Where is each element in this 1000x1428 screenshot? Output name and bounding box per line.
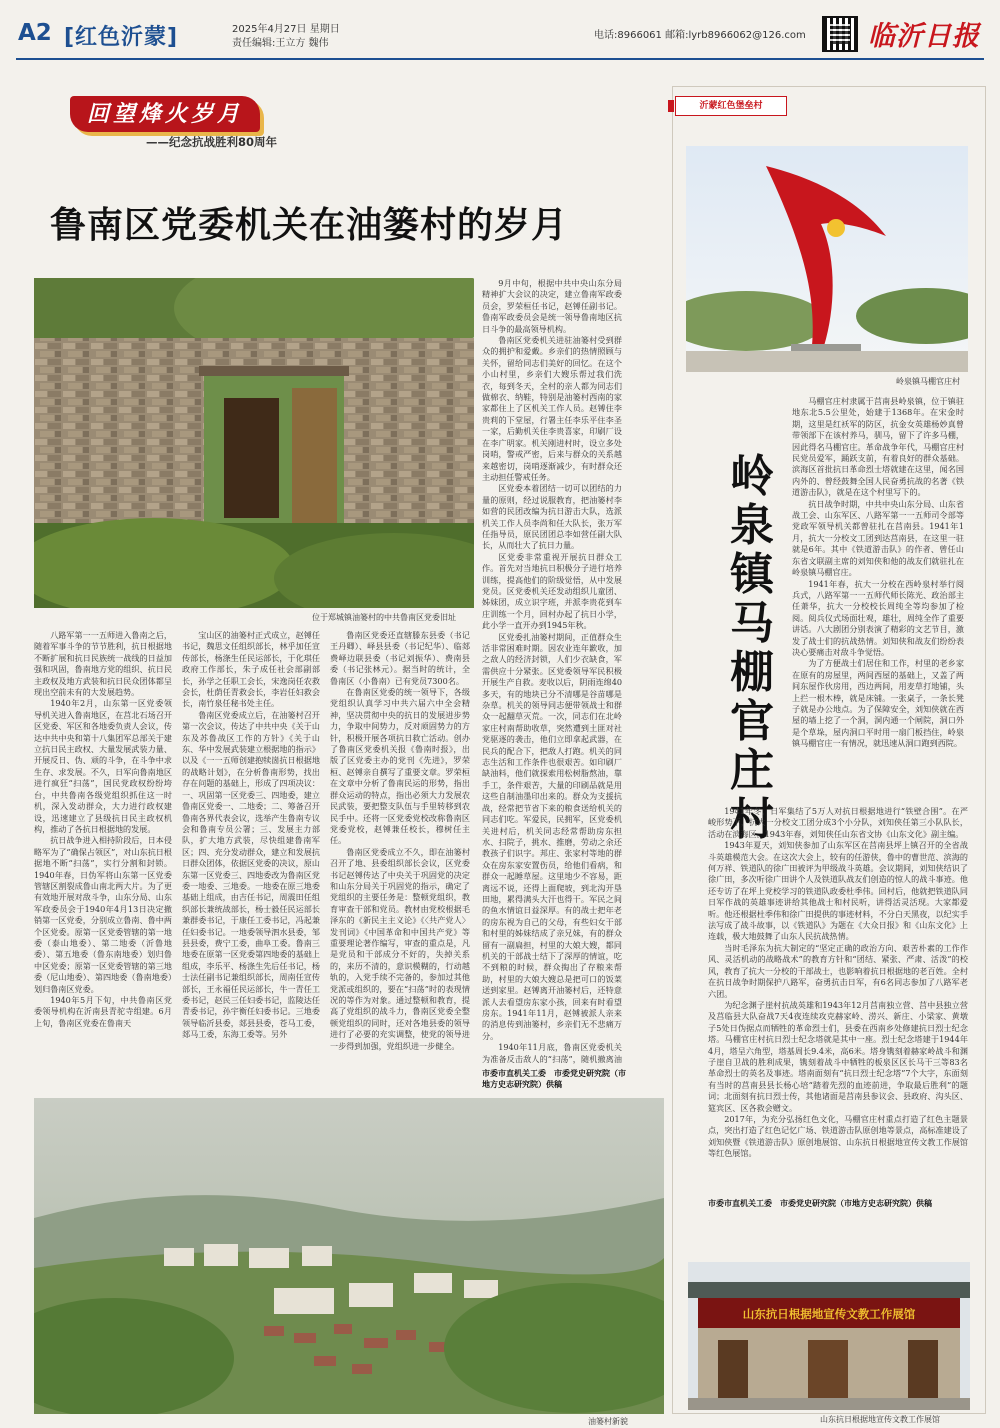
qr-code-icon bbox=[822, 16, 858, 52]
old-site-image bbox=[34, 278, 474, 608]
paragraph: 1940年5月下旬，中共鲁南区党委领导机构在沂南县青驼寺组建。6月上旬，鲁南区党委在鲁南天 bbox=[34, 995, 172, 1028]
sidebar-column-top bbox=[792, 396, 964, 804]
village-image bbox=[34, 1098, 664, 1414]
article-column-2 bbox=[182, 630, 320, 1084]
paragraph: 9月中旬，根据中共中央山东分局精神扩大会议的决定，建立鲁南军政委员会，罗荣桓任书记，赵镈任副书记。鲁南军政委员会是统一领导鲁南地区抗日斗争的最高领导机构。 bbox=[482, 278, 622, 334]
article-photo-village bbox=[34, 1098, 664, 1414]
sidebar-photo-exhibition bbox=[688, 1262, 970, 1410]
monument-image bbox=[686, 146, 968, 372]
paragraph: 抗日战争时期，中共中央山东分局、山东省战工会、山东军区、八路军第一一五师司令部等党政军领导机关都曾驻扎在莒南县。1941年1月，抗大一分校文工团到达莒南县，在这里一驻就是6年。其中《铁道游击队》的作者、曾任山东省文联副主席的刘知侠和他的战友们就驻扎在岭泉镇马棚官庄。 bbox=[792, 498, 964, 578]
paragraph: 2017年，为充分弘扬红色文化，马棚官庄村重点打造了红色主题景点，突出打造了红色记忆广场、铁道游击队原创地等景点，高标准建设了刘知侠暨《铁道游击队》原创地展馆、山东抗日根据地宣传文教工作展馆等红色展馆。 bbox=[708, 1113, 968, 1159]
sidebar-photo2-caption: 山东抗日根据地宣传文教工作展馆 bbox=[820, 1415, 940, 1424]
article-credit: 市委市直机关工委 市委党史研究院（市地方史志研究院）供稿 bbox=[482, 1069, 626, 1089]
photo1-caption: 位于郑城镇油篓村的中共鲁南区党委旧址 bbox=[312, 613, 456, 622]
paragraph: 鲁南区党委机关进驻油篓村受到群众的拥护和爱戴。乡亲们的热情照顾与关怀，留给同志们美好的回忆。在这个小山村里，乡亲们大嫂乐帮过我们洗衣，每到冬天，全村的亲人都为同志们做棉衣、纳鞋，特别是油篓村西南的家家都住上了区机关工作人员。赵镈住李贵莉的下堂屋，行署主任李乐平住李圣一家，后勤机关住李贵喜家，印刷厂设在李广明家。机关刚进村时，设立多处岗哨，警戒严密，后来与群众的关系越来越密切，岗哨逐渐减少，有时群众还主动担任警戒任务。 bbox=[482, 335, 622, 482]
section-name: [红色沂蒙] bbox=[64, 25, 179, 50]
article-column-4 bbox=[482, 278, 622, 1064]
paragraph: 为纪念渊子崖村抗战英雄和1943年12月莒南独立营、莒中县独立营及莒临县大队奋战7天4夜连续攻克赫家岭、涝兴、新庄、小梁家、黄墩子5处日伪据点而牺牲的革命烈士们，县委在西南乡处修建抗日烈士纪念塔。马棚官庄村抗日烈士纪念塔就是其中一座。烈士纪念塔建于1944年4月，塔呈六角型，塔基周长9.4米，高6米。塔身镌刻着赫家岭战斗和渊子崖自卫战的胜利成果，镌刻着战斗中牺牲的板泉区区长马干三等83名革命烈士的英名及事迹。塔南面刻有“抗日烈士纪念塔”7个大字，东面刻有当时的莒南县县长杨心培“踏着先烈的血迹前进，争取最后胜利”的题词；北面刻有抗日烈士传，其他诸面是莒南县参议会、县政府、沟头区、筵宾区、区各救会赠文。 bbox=[708, 999, 968, 1113]
masthead-logo: 临沂日报 bbox=[868, 21, 980, 52]
issue-date: 2025年4月27日 星期日 bbox=[232, 24, 340, 35]
article-photo-old-site bbox=[34, 278, 474, 608]
exhibition-hall-image bbox=[688, 1262, 970, 1410]
sidebar-photo1-caption: 岭泉镇马棚官庄村 bbox=[896, 377, 960, 386]
paragraph: 1940年11月底，鲁南区党委机关为准备反击敌人的“扫荡”，随机撤离油 bbox=[482, 1042, 622, 1064]
paragraph: 区党委扎油篓村期间，正值群众生活非常困难时期。因农业连年歉收，加之敌人的经济封锁，人们少衣缺食，军需供应十分紧张。区党委领导军民积极开展生产自救。麦收以后，阴雨连绵40多天，有的地块已分不清哪是谷苗哪是杂草。机关的领导同志便带领战士和群众一起翻草灭荒。一次，同志们在北岭家庄村南帮助收草，突然遭到土匪对社党驱逐的袭击，他们立即拿起武器，在民兵的配合下，把敌人打跑。机关的同志生活和工作条件也很艰苦。如印刷厂缺油料，他们就探索用松树脂熬油，靠手工，条件艰苦，大量的印刷品就是用这些自制油墨印出来的。群众为支援抗战，经常把节省下来的粮食送给机关的同志们吃。军爱民，民拥军，区党委机关进村后，机关同志经常帮助房东担水、扫院子，挑水、推磨，劳动之余还教孩子们识字。邦庄、张家村等地的群众在房东家安置伤员，给他们看病，和群众一起睡草屋。这里地少不容易，距离远不说，还得上面爬坡，到北沟开垦田地，累得满头大汗也得干。军民之间的鱼水情谊日益深厚。有的战士把年老的房东视为自己的父母，有些妇女干部和村里的姊妹结成了亲兄妹，有的群众留有一副扁担，村里的大娘大嫂，都同机关的干部战士结下了深厚的情谊，吃不到粮的时候，群众掏出了存粮来帮助，村里的大娘大嫂总是把可口的饭菜送到家里。赵镈离开油篓村后，还特意派人去看望房东家小孩，回来有时看望房东。1941年11月，赵镈被派人亲来的消息传到油篓村，乡亲们无不悲痛万分。 bbox=[482, 631, 622, 1041]
paragraph: 1941年春，抗大一分校在西岭泉村举行阅兵式，八路军第一一五师代师长陈光、政治部主任萧华，抗大一分校校长周纯全等均参加了检阅。阅兵仪式场面壮观，雄壮，周纯全作了重要讲话。八大剧团分别表演了精彩的文艺节目，激发了战士们的抗战热情。刘知侠和战友们纷纷表决心要痛击对敌斗争觉悟。 bbox=[792, 578, 964, 657]
sidebar-title-text: 岭泉镇马棚官庄村 bbox=[730, 451, 774, 845]
paragraph: 马棚官庄村隶属于莒南县岭泉镇，位于镇驻地东北5.5公里处，始建于1368年。在宋金时期，这里是红袄军的防区，抗金女英雄杨妙真曾带领部下在该村养马，驯马，留下了许多马棚，因此得名马棚官庄。革命战争年代，马棚官庄村民党员爱军，踊跃支前，有着良好的群众基础。滨海区首批抗日革命烈士塔就建在这里，闻名国内外的、曾经鼓舞全国人民奋勇抗战的名著《铁道游击队》，就是在这个村里写下的。 bbox=[792, 396, 964, 498]
commemoration-banner bbox=[50, 86, 290, 156]
paragraph: 当时毛泽东为抗大制定的“坚定正确的政治方向、艰苦朴素的工作作风、灵活机动的战略战术”的教育方针和“团结、紧张、严肃、活泼”的校风，教育了抗大一分校的干部战士，也影响着抗日根据地的老百姓。全村在抗日战争时期保护八路军，奋勇抗击日军，有6名同志参加了八路军老六团。 bbox=[708, 942, 968, 999]
sidebar-photo-monument bbox=[686, 146, 968, 372]
exhibition-sign: 山东抗日根据地宣传文教工作展馆 bbox=[742, 1307, 916, 1321]
paragraph: 鲁南区党委成立后，在油篓村召开第一次会议，传达了中共中央《关于山东及苏鲁战区工作的方针》《关于山东、华中发展武装建立根据地的指示》以及《一一五师创建抱犊崮抗日根据地的战略计划》，在分析鲁南形势，找出存在问题的基础上，形成了四项决议：一、巩固第一区党委三、四地委，建立鲁南区党委一、二地委；二、筹备召开鲁南各界代表会议，选举产生鲁南专议会和鲁南专员公署；三、发展主力部队，扩大地方武装，尽快组建鲁南军区；四、充分发动群众，建立和发展抗日群众团体，依据区党委的决议，原山东第一区党委三、四地委改为鲁南区党委一地委、三地委。一地委在原三地委基础上组成，由吉任书记，周震田任组织部长兼统战部长，杨士毅任民运部长兼群委书记，于康任工委书记，冯起兼任妇委书记。一地委领导泗水县委，邹县县委，费宁工委，曲阜工委。鲁南三地委在原第一区党委第四地委的基础上组成，李乐平、杨涤生先后任书记，杨士法任副书记兼组织部长，周南任宣传部长，王永福任民运部长，牛一青任工委书记，赵民三任妇委书记，监陵达任青委书记，孙宇衡任妇委书记。三地委领导临沂县委，郯县县委，苍马工委，郯马工委，东海工委等。另外 bbox=[182, 709, 320, 1040]
paragraph: 1943年夏天，刘知侠参加了山东军区在莒南县坪上镇召开的全省战斗英雄模范大会。在这次大会上，较有的任游侠，鲁中的曹世范、滨海的何万祥、铁道队的徐广田被评为甲级战斗英雄。会议期间，刘知侠结识了徐广田，多次听徐广田讲个人及铁道队战友们创造的惊人的战斗事迹。他还专访了在坪上党校学习的铁道队政委杜季伟。回村后，他就把铁道队同日军作战的英雄事迹讲给其他战士和村民听，讲得活灵活现。大家都爱听。他还根据杜季伟和徐广田提供的事迹材料，不分白天黑夜，以纪实手法写成了战斗故事，以《铁道队》为题在《大众日报》和《山东文化》上连载，极大地鼓舞了山东人民抗战热情。 bbox=[708, 840, 968, 942]
paragraph: 1941年冬，日军集结了5万人对抗日根据地进行“铁壁合围”。在严峻形势下，抗大一分校文工团分成3个小分队，刘知侠任第三小队队长，活动在滨海区。1943年春，刘知侠任山东省文协《山东文化》副主编。 bbox=[708, 806, 968, 839]
editors: 责任编辑:王立方 魏伟 bbox=[232, 38, 329, 49]
article-column-1 bbox=[34, 630, 172, 1084]
paragraph: 宝山区的油篓村正式成立，赵镈任书记，魏思文任组织部长，林乎加任宣传部长，杨涤生任民运部长，于化琪任政府工作部长，朱子成任社会部副部长，孙学之任职工会长，宋逸岗任农救会长，杜荫任青救会长，李岩任妇救会长，南竹泉任秘书处主任。 bbox=[182, 630, 320, 709]
article-headline: 鲁南区党委机关在油篓村的岁月 bbox=[50, 205, 569, 246]
paragraph: 八路军第一一五师进入鲁南之后，随着军事斗争的节节胜利，抗日根据地不断扩展和抗日民族统一战线的日益加强和巩固，鲁南地方党的组织、抗日民主政权及地方武装和抗日民众团体都呈现出空前未有的大发展趋势。 bbox=[34, 630, 172, 698]
sidebar-credit: 市委市直机关工委 市委党史研究院（市地方史志研究院）供稿 bbox=[708, 1199, 932, 1208]
paragraph: 鲁南区党委还直辖滕东县委（书记王丹卿）、峄县县委（书记纪华）、临郯费峄边联县委（书记刘振华）、费南县委（书记张林元）。据当时的统计，全鲁南区（小鲁南）已有党员7300名。 bbox=[330, 630, 470, 686]
banner-main: 回望烽火岁月 bbox=[70, 96, 260, 132]
sidebar-column-bottom bbox=[708, 806, 968, 1194]
contact-info: 电话:8966061 邮箱:lyrb8966062@126.com bbox=[594, 30, 806, 41]
paragraph: 1940年2月，山东第一区党委领导机关进入鲁南地区，在莒北石场召开区党委、军区和各地委负责人会议，传达中共中央和第十八集团军总部关于建立抗日民主政权、大量发展武装力量、开展反日、伪、顽的斗争，在斗争中求生存、求发展。不久，日军向鲁南地区进行疯狂“扫荡”，国民党政权纷纷垮台，中共鲁南各级党组织抓住这一时机，深入发动群众，大力进行政权建设，迅速建立了县级抗日民主政权机构，推动了各抗日根据地的发展。 bbox=[34, 698, 172, 834]
paragraph: 鲁南区党委成立不久，即在油篓村召开了地、县委组织部长会议，区党委书记赵镈传达了中央关于巩固党的决定和山东分局关于巩固党的指示，确定了党组织的主要任务是：整顿党组织，教育审查干部和党员。教材由党校根据毛泽东的《新民主主义论》《〈共产党人〉发刊词》《中国革命和中国共产党》等重要理论著作编写，审查的重点是，凡是党员和干部成分不好的，失掉关系的，来历不清的，意识模糊的，行动越轨的，入党手续不完备的，参加过其他党派或组织的，要在“扫荡”时的表现情况的等作为对象。通过整顿和教育，提高了党组织的战斗力，鲁南区党委全整顿党组织的同时，还对各地县委的领导进行了必要的充实调整，使党的领导进一步得到加强，党组织进一步健全。 bbox=[330, 846, 470, 1051]
banner-subtitle: ——纪念抗战胜利80周年 bbox=[146, 135, 278, 149]
paragraph: 抗日战争进入相持阶段后，日本侵略军为了“确保占领区”，对山东抗日根据地不断“扫荡”，实行分割和封锁。1940年春，日伪军将山东第一区党委管辖区割裂成鲁山南北两大片。为了更有效地开展对敌斗争，山东分局、山东军政委员会于1940年4月13日决定撤销第一区党委，分别成立鲁南、鲁中两个区党委。原第一区党委管辖的第一地委（泰山地委）、第二地委（沂鲁地委）、第五地委（鲁东南地委）划归鲁中区党委；原第一区党委管辖的第三地委（尼山地委）、第四地委（鲁南地委）划归鲁南区党委。 bbox=[34, 835, 172, 994]
photo2-caption: 油篓村新貌 bbox=[588, 1417, 628, 1426]
page-number: A2 bbox=[18, 20, 52, 46]
sidebar-title bbox=[722, 452, 782, 844]
paragraph: 区党委非常重视开展抗日群众工作。首先对当地抗日积极分子进行培养训练，提高他们的阶级觉悟，从中发展党员。区党委机关还发动组织儿童团、姊妹团，成立识字班，并派李贵花到车庄训练一个月，回村办起了抗日小学，此小学一直开办到1945年秋。 bbox=[482, 551, 622, 631]
paragraph: 为了方便战士们居住和工作，村里的老乡家在原有的房屋里，两间西屋的基础上，又盖了两间东屋作伙房用，西边两间，用麦草打地铺，头上拦一根木棒，就是床铺。一张桌子，一条长凳子就是办公地点。为了保障安全，刘知侠就在西屋的墙上挖了一个洞，洞内通一个闸院，洞口外是个草垛，屋内洞口平时用一扇门板挡住，岭泉镇马棚官庄一有情况，就迅速从洞口跑到西院。 bbox=[792, 658, 964, 749]
paragraph: 在鲁南区党委的统一领导下，各级党组织认真学习中共六届六中全会精神，坚决贯彻中央的抗日的发展进步势力，争取中间势力，反对顽固势力的方针，积极开展各项抗日救亡活动。创办了鲁南区党委机关报《鲁南时报》，出版了区党委主办的党刊《先进》，罗荣桓、赵镈亲自撰写了重要文章。罗荣桓在文章中分析了鲁南民运的形势，指出群众运动的特点，指出必须大力发展农民武装，要把整支队伍与手里转移到农民手中。还将一区党委党校改称鲁南区党委党校，赵镈兼任校长，穆树任主任。 bbox=[330, 687, 470, 846]
article-column-3 bbox=[330, 630, 470, 1084]
paragraph: 区党委本着团结一切可以团结的力量的原则，经过说服教育，把油篓村李如营的民团改编为抗日游击大队，选派机关工作人员李尚和任大队长，张万军任指导员，原民团团总李如营任副大队长，从而壮大了抗日力量。 bbox=[482, 483, 622, 551]
header-rule bbox=[16, 58, 984, 60]
sidebar-tag: 沂蒙红色堡垒村 bbox=[675, 96, 787, 116]
